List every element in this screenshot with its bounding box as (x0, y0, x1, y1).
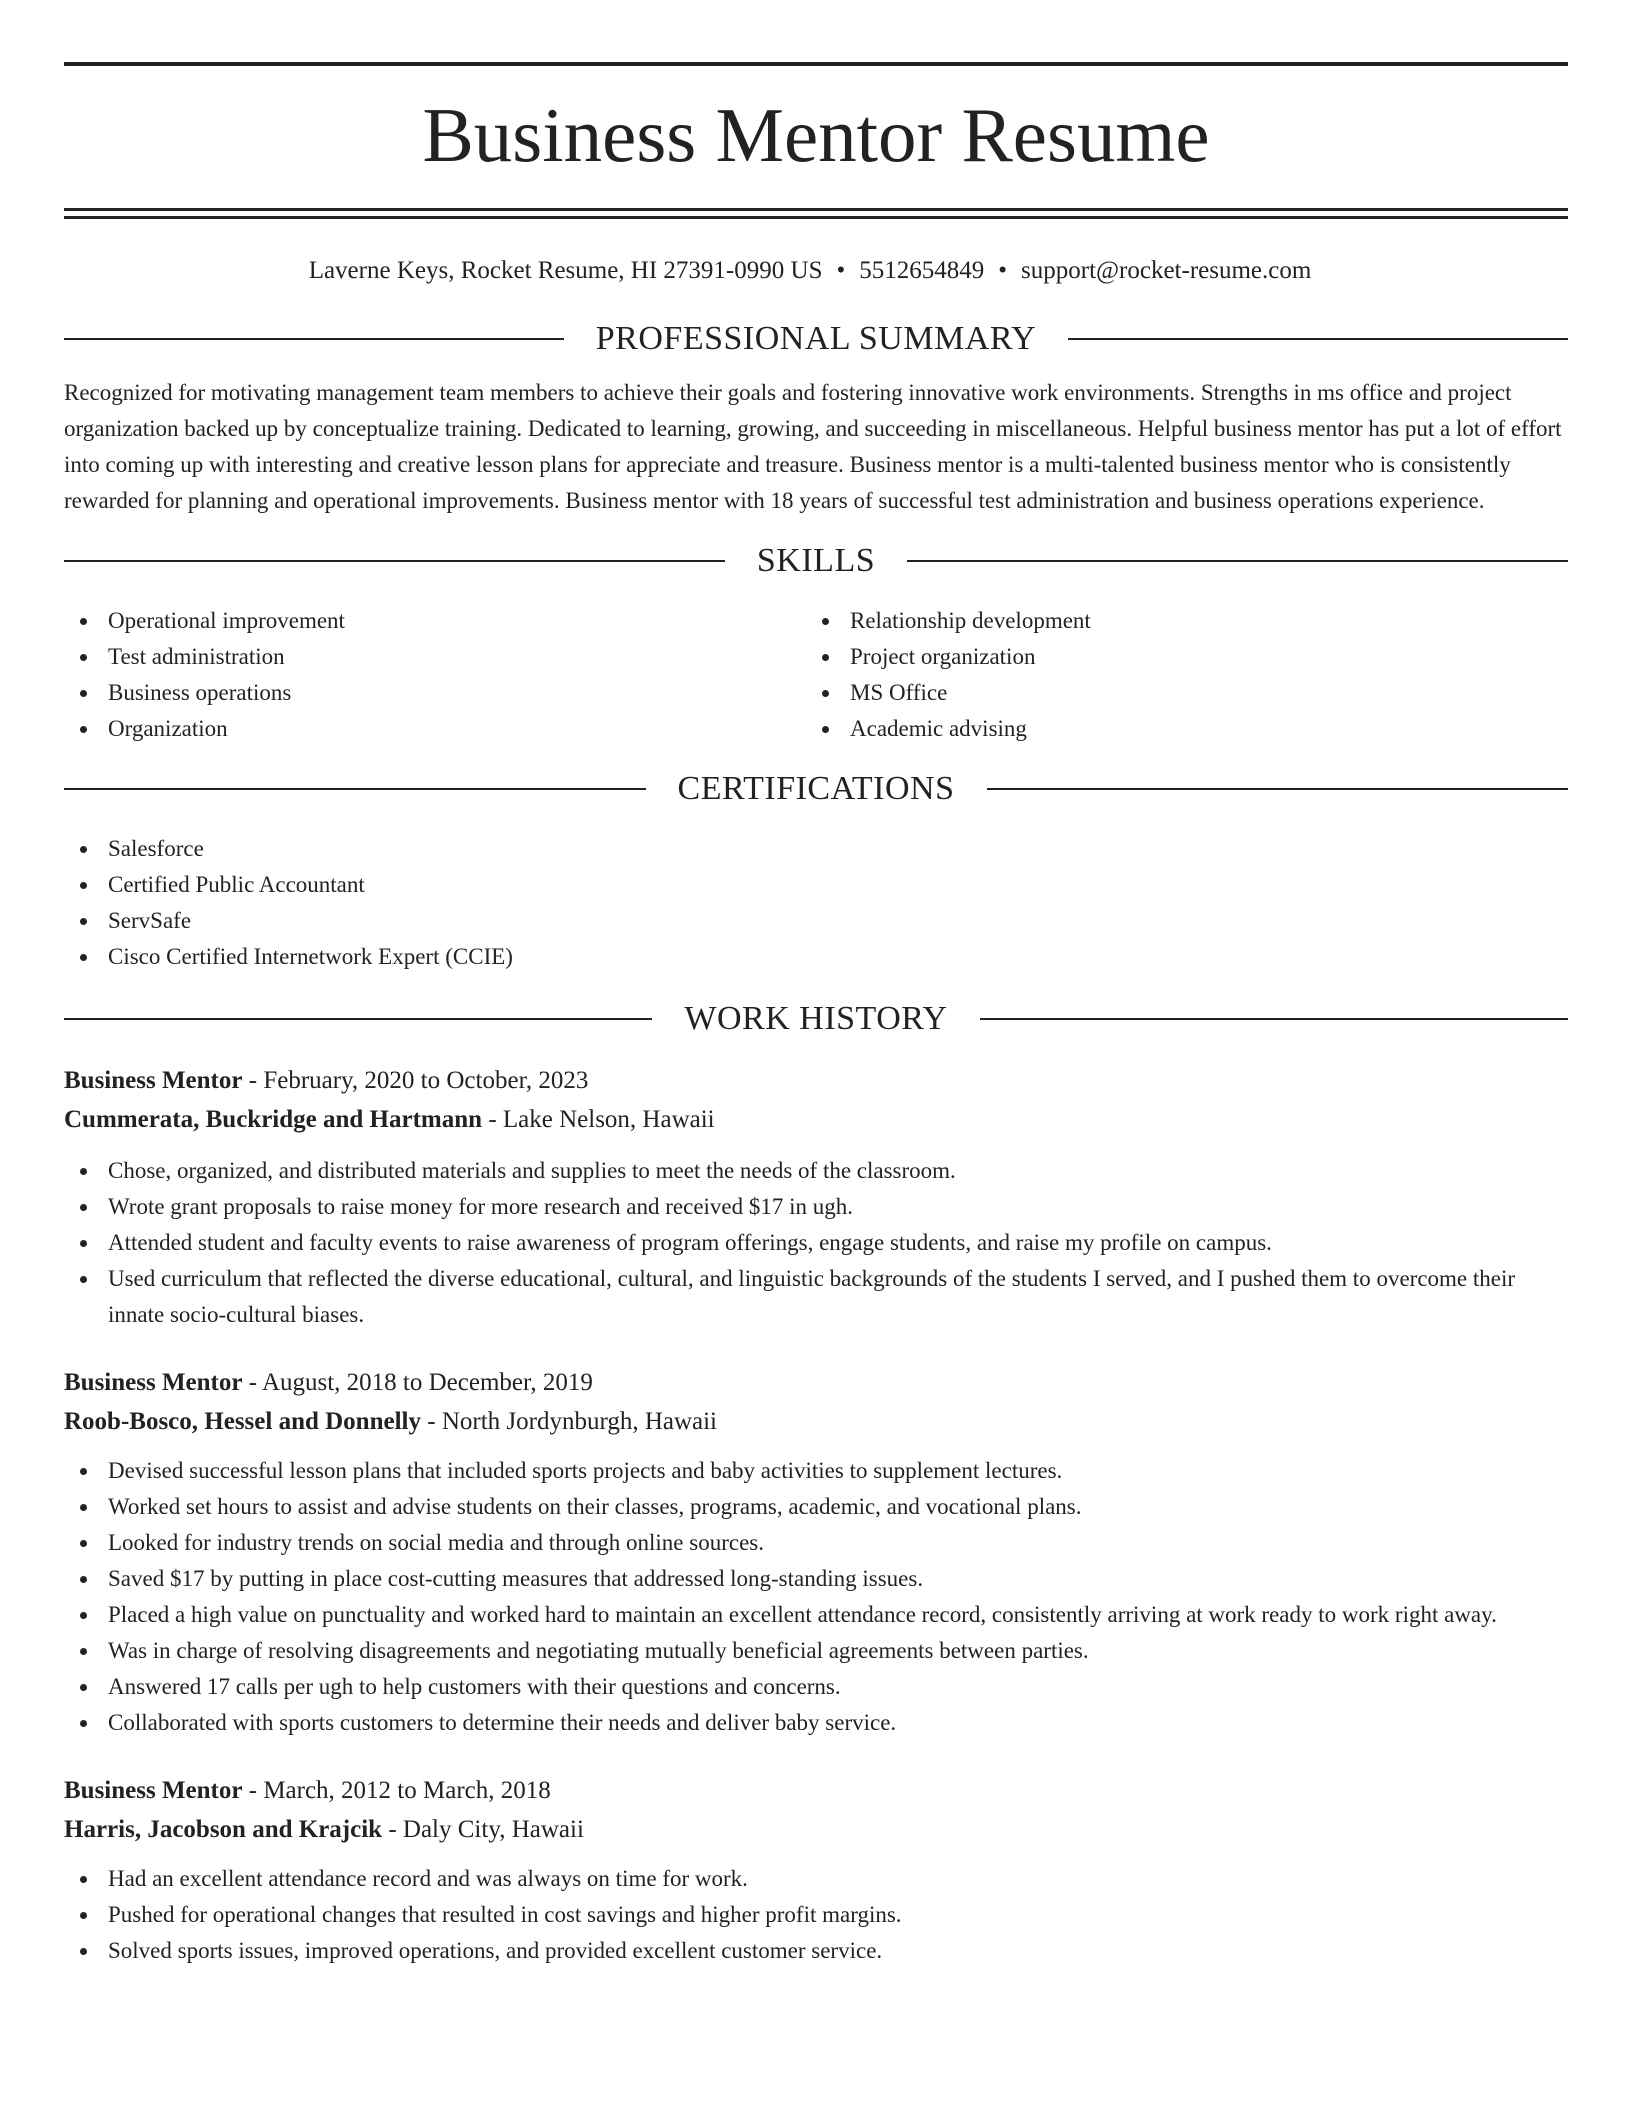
skill-item: Business operations (64, 675, 806, 711)
job-title: Business Mentor (64, 1067, 243, 1094)
skill-item: Organization (64, 711, 806, 747)
heading-rule (64, 1018, 652, 1020)
skills-list-left (64, 603, 806, 747)
dash: - (242, 1369, 262, 1396)
contact-separator: • (998, 257, 1008, 284)
certifications-heading: CERTIFICATIONS (677, 770, 955, 807)
certifications-list (64, 831, 1568, 975)
dash: - (382, 1816, 403, 1843)
contact-email: support@rocket-resume.com (1021, 257, 1312, 284)
certification-item: ServSafe (64, 903, 1568, 939)
job-bullet: Answered 17 calls per ugh to help customers with their questions and concerns. (64, 1669, 1568, 1705)
job-bullet: Worked set hours to assist and advise students on their classes, programs, academic, and vocational plans. (64, 1489, 1568, 1525)
summary-section-heading (64, 317, 1568, 361)
skill-item: Operational improvement (64, 603, 806, 639)
skill-item: Relationship development (806, 603, 1548, 639)
dash: - (242, 1067, 264, 1094)
heading-rule (987, 788, 1569, 790)
job-bullet: Solved sports issues, improved operations, and provided excellent customer service. (64, 1933, 1568, 1969)
skills-list-right (806, 603, 1548, 747)
job-entry (64, 1061, 1568, 1333)
job-bullet: Attended student and faculty events to raise awareness of program offerings, engage students, and raise my profile on campus. (64, 1225, 1568, 1261)
job-bullet: Used curriculum that reflected the diverse educational, cultural, and linguistic backgrounds of the students I served, and I pushed them to overcome their innate socio-cultural biases. (64, 1261, 1568, 1333)
job-bullet: Collaborated with sports customers to determine their needs and deliver baby service. (64, 1705, 1568, 1741)
job-dates: February, 2020 to October, 2023 (263, 1067, 589, 1094)
contact-phone: 5512654849 (859, 257, 985, 284)
job-title: Business Mentor (64, 1369, 243, 1396)
job-company-line (64, 1810, 1568, 1849)
contact-address: Laverne Keys, Rocket Resume, HI 27391-0990 US (308, 257, 823, 284)
skill-item: Test administration (64, 639, 806, 675)
job-bullet: Was in charge of resolving disagreements and negotiating mutually beneficial agreements between parties. (64, 1633, 1568, 1669)
job-bullets (64, 1453, 1568, 1741)
job-bullet: Looked for industry trends on social media and through online sources. (64, 1525, 1568, 1561)
job-bullet: Saved $17 by putting in place cost-cutting measures that addressed long-standing issues. (64, 1561, 1568, 1597)
heading-rule (980, 1018, 1568, 1020)
skills-section-heading (64, 539, 1568, 583)
certification-item: Salesforce (64, 831, 1568, 867)
certification-item: Cisco Certified Internetwork Expert (CCIE) (64, 939, 1568, 975)
job-location: North Jordynburgh, Hawaii (441, 1408, 718, 1435)
job-title-line (64, 1061, 1568, 1100)
summary-text: Recognized for motivating management team members to achieve their goals and fostering innovative work environments. Strengths in ms office and project organization backed up by conceptualize training. Dedicated to learning, growing, and succeeding in miscellaneous. Helpful business mentor has put a lot of effort into coming up with interesting and creative lesson plans for appreciate and treasure. Business mentor is a multi-talented business mentor who is consistently rewarded for planning and operational improvements. Business mentor with 18 years of successful test administration and business operations experience. (64, 380, 1562, 513)
job-dates: August, 2018 to December, 2019 (261, 1369, 593, 1396)
job-title: Business Mentor (64, 1777, 243, 1804)
skills-columns (64, 603, 1568, 747)
skill-item: MS Office (806, 675, 1548, 711)
job-bullet: Devised successful lesson plans that included sports projects and baby activities to supplement lectures. (64, 1453, 1568, 1489)
job-bullet: Pushed for operational changes that resulted in cost savings and higher profit margins. (64, 1897, 1568, 1933)
job-company: Harris, Jacobson and Krajcik (64, 1816, 383, 1843)
job-location: Daly City, Hawaii (402, 1816, 584, 1843)
job-bullets (64, 1153, 1568, 1333)
job-bullet: Chose, organized, and distributed materials and supplies to meet the needs of the classroom. (64, 1153, 1568, 1189)
heading-rule (1068, 338, 1568, 340)
dash: - (482, 1106, 503, 1133)
dash: - (420, 1408, 442, 1435)
dash: - (242, 1777, 264, 1804)
resume-page (64, 0, 1568, 1969)
job-bullet: Had an excellent attendance record and was always on time for work. (64, 1861, 1568, 1897)
heading-rule (64, 560, 725, 562)
job-company: Cummerata, Buckridge and Hartmann (64, 1106, 483, 1133)
contact-line (64, 255, 1568, 287)
job-company-line (64, 1100, 1568, 1139)
contact-separator: • (836, 257, 846, 284)
title-double-rule (64, 208, 1568, 219)
job-bullet: Placed a high value on punctuality and worked hard to maintain an excellent attendance record, consistently arriving at work ready to work right away. (64, 1597, 1568, 1633)
job-bullet: Wrote grant proposals to raise money for more research and received $17 in ugh. (64, 1189, 1568, 1225)
job-bullets (64, 1861, 1568, 1969)
job-title-line (64, 1363, 1568, 1402)
job-location: Lake Nelson, Hawaii (502, 1106, 715, 1133)
job-entry (64, 1363, 1568, 1741)
job-company: Roob-Bosco, Hessel and Donnelly (64, 1408, 421, 1435)
job-dates: March, 2012 to March, 2018 (263, 1777, 551, 1804)
heading-rule (64, 788, 646, 790)
heading-rule (907, 560, 1568, 562)
skills-heading: SKILLS (756, 542, 876, 579)
certifications-section-heading (64, 767, 1568, 811)
top-rule (64, 62, 1568, 66)
job-company-line (64, 1402, 1568, 1441)
skill-item: Project organization (806, 639, 1548, 675)
work-heading: WORK HISTORY (684, 1000, 948, 1037)
work-section-heading (64, 997, 1568, 1041)
job-title-line (64, 1771, 1568, 1810)
summary-heading: PROFESSIONAL SUMMARY (595, 320, 1037, 357)
job-entry (64, 1771, 1568, 1969)
heading-rule (64, 338, 564, 340)
skill-item: Academic advising (806, 711, 1548, 747)
resume-title: Business Mentor Resume (422, 92, 1210, 178)
certification-item: Certified Public Accountant (64, 867, 1568, 903)
